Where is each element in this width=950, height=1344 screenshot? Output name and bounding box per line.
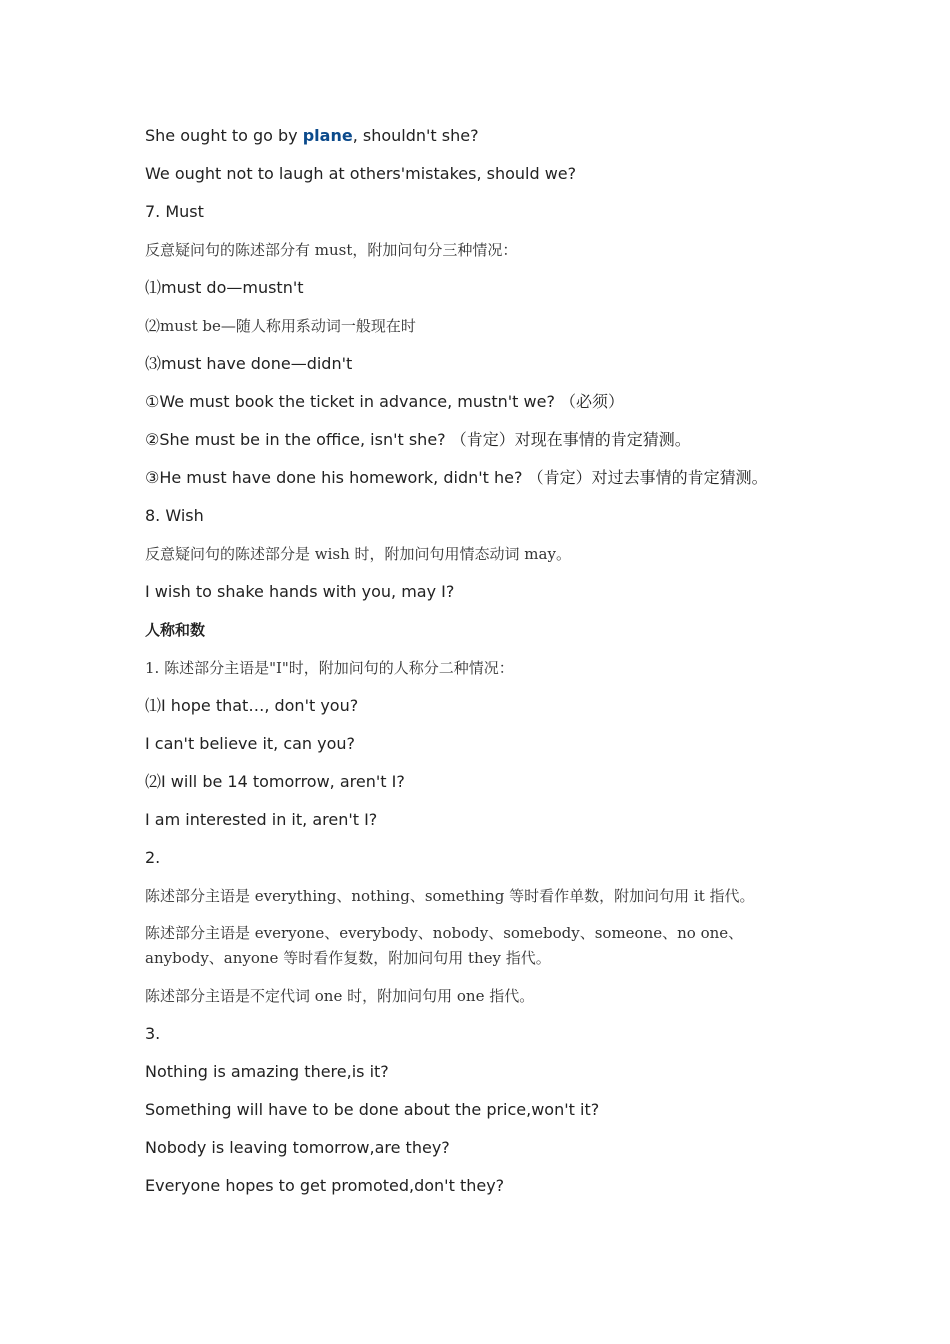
example-sentence: ②She must be in the office, isn't she? （肯定）对现在事情的肯定猜测。 <box>145 430 691 449</box>
section-heading-must: 7. Must <box>145 202 204 221</box>
rule-text: 陈述部分主语是 everything、nothing、something 等时看作单数，附加问句用 it 指代。 <box>145 887 755 905</box>
example-sentence: ⑵I will be 14 tomorrow, aren't I? <box>145 772 405 791</box>
example-sentence: ①We must book the ticket in advance, mustn't we? （必须） <box>145 392 625 411</box>
section-heading-wish: 8. Wish <box>145 506 204 525</box>
example-sentence <box>145 123 815 149</box>
rule-case: ⑵must be—随人称用系动词一般现在时 <box>145 317 416 335</box>
example-sentence: We ought not to laugh at others'mistakes, should we? <box>145 164 577 183</box>
rule-text: 陈述部分主语是 everyone、everybody、nobody、somebody、someone、no one、anybody、anyone 等时看作复数，附加问句用 they 指代。 <box>145 924 744 967</box>
rule-case: ⑴must do—mustn't <box>145 278 304 297</box>
example-sentence: Everyone hopes to get promoted,don't they? <box>145 1176 505 1195</box>
example-sentence: Nothing is amazing there,is it? <box>145 1062 389 1081</box>
document-body <box>145 123 815 1211</box>
rule-text: 陈述部分主语是不定代词 one 时，附加问句用 one 指代。 <box>145 987 535 1005</box>
example-sentence: ③He must have done his homework, didn't he? （肯定）对过去事情的肯定猜测。 <box>145 468 768 487</box>
text-segment: , shouldn't she? <box>352 126 479 145</box>
rule-case: ⑶must have done—didn't <box>145 354 353 373</box>
example-sentence: Something will have to be done about the price,won't it? <box>145 1100 600 1119</box>
example-sentence: I am interested in it, aren't I? <box>145 810 378 829</box>
rule-text: 1. 陈述部分主语是"I"时，附加问句的人称分二种情况： <box>145 659 514 677</box>
rule-text: 反意疑问句的陈述部分是 wish 时，附加问句用情态动词 may。 <box>145 545 571 563</box>
example-sentence: Nobody is leaving tomorrow,are they? <box>145 1138 450 1157</box>
highlighted-keyword: plane <box>302 126 353 145</box>
section-number: 3. <box>145 1024 161 1043</box>
example-sentence: I wish to shake hands with you, may I? <box>145 582 455 601</box>
rule-text: 反意疑问句的陈述部分有 must，附加问句分三种情况： <box>145 241 518 259</box>
section-number: 2. <box>145 848 161 867</box>
example-sentence: ⑴I hope that…, don't you? <box>145 696 359 715</box>
section-heading-person-number: 人称和数 <box>145 621 206 639</box>
text-segment: She ought to go by <box>145 126 303 145</box>
example-sentence: I can't believe it, can you? <box>145 734 356 753</box>
